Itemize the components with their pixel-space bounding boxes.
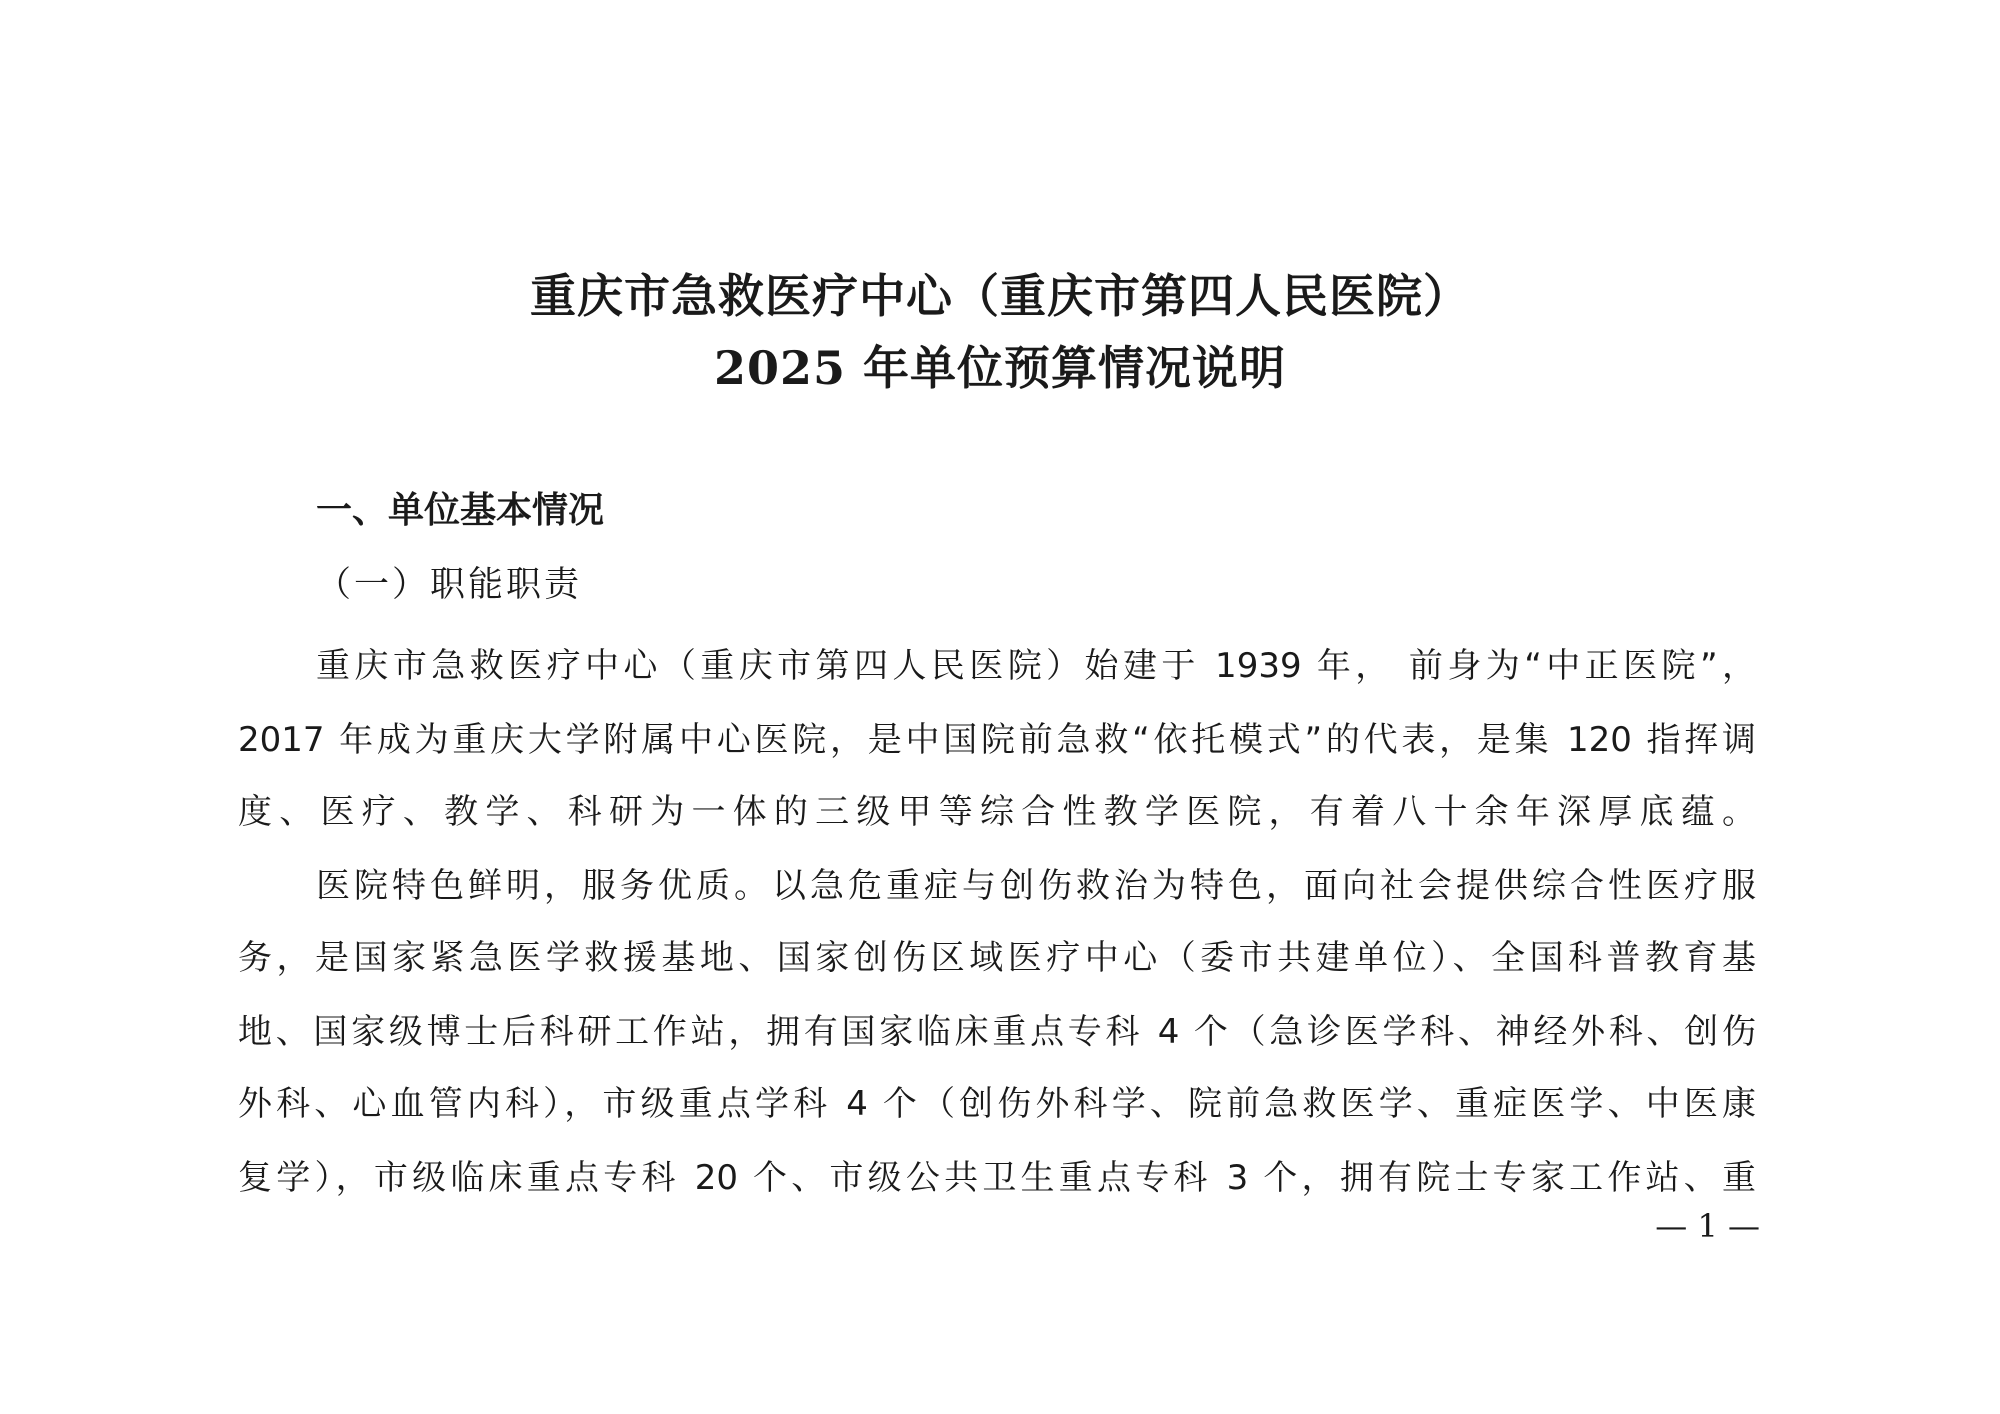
document-title-line-1: 重庆市急救医疗中心（重庆市第四人民医院） bbox=[530, 269, 1470, 323]
paragraph-2-line-1: 医院特色鲜明，服务优质。以急危重症与创伤救治为特色，面向社会提供综合性医疗服 bbox=[316, 866, 1756, 906]
document-title-line-2: 2025 年单位预算情况说明 bbox=[713, 341, 1287, 395]
page-number: — 1 — bbox=[1655, 1207, 1760, 1245]
paragraph-2-line-2: 务，是国家紧急医学救援基地、国家创伤区域医疗中心（委市共建单位）、全国科普教育基 bbox=[238, 938, 1756, 978]
paragraph-2-line-3: 地、国家级博士后科研工作站，拥有国家临床重点专科 4 个（急诊医学科、神经外科、创伤 bbox=[238, 1012, 1756, 1052]
section-heading-basic-info: 一、单位基本情况 bbox=[316, 490, 605, 531]
paragraph-2-line-5: 复学），市级临床重点专科 20 个、市级公共卫生重点专科 3 个，拥有院士专家工作站、重 bbox=[238, 1158, 1756, 1198]
paragraph-1-line-2: 2017 年成为重庆大学附属中心医院，是中国院前急救“依托模式”的代表，是集 120 指挥调 bbox=[238, 720, 1756, 760]
paragraph-1-line-1: 重庆市急救医疗中心（重庆市第四人民医院）始建于 1939 年， 前身为“中正医院”， bbox=[316, 646, 1756, 686]
subsection-heading-duties: （一）职能职责 bbox=[316, 565, 583, 605]
paragraph-2-line-4: 外科、心血管内科），市级重点学科 4 个（创伤外科学、院前急救医学、重症医学、中医康 bbox=[238, 1084, 1756, 1124]
paragraph-1-line-3: 度、医疗、教学、科研为一体的三级甲等综合性教学医院，有着八十余年深厚底蕴。 bbox=[238, 792, 1756, 832]
